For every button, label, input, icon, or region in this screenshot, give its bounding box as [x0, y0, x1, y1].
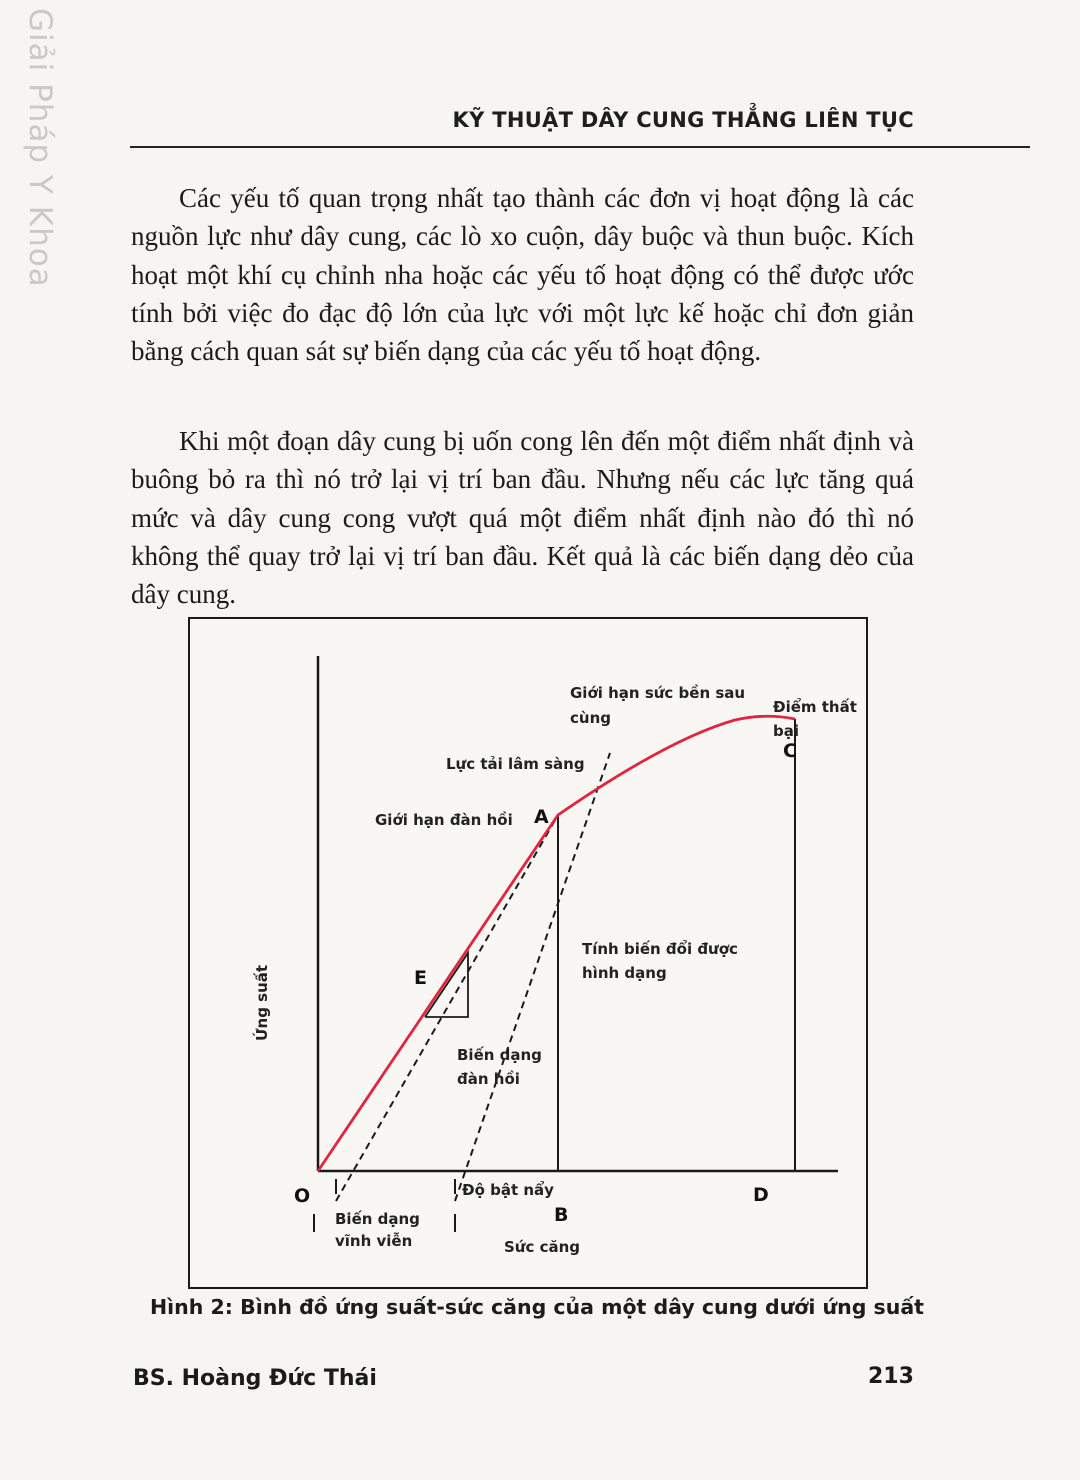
point-o: O [294, 1185, 311, 1207]
figure-caption: Hình 2: Bình đồ ứng suất-sức căng của một dây cung dưới ứng suất [150, 1295, 924, 1319]
y-axis-label: Ứng suất [253, 964, 271, 1041]
ultimate-strength-label: Giới hạn sức bền sau [570, 684, 746, 702]
elastic-limit-label: Giới hạn đàn hồi [375, 811, 513, 829]
x-axis-label: Sức căng [504, 1238, 581, 1256]
watermark: Giải Pháp Y Khoa [22, 8, 58, 288]
permanent-deformation-label-2: vĩnh viễn [335, 1232, 413, 1250]
permanent-deformation-label: Biến dạng [335, 1210, 420, 1228]
page-number: 213 [868, 1364, 914, 1389]
stress-strain-diagram [190, 619, 866, 1287]
point-a: A [534, 806, 549, 828]
running-head: KỸ THUẬT DÂY CUNG THẲNG LIÊN TỤC [452, 108, 914, 132]
clinical-load-label: Lực tải lâm sàng [446, 755, 585, 773]
header-rule [130, 146, 1030, 148]
elastic-deformation-label: Biến dạng [457, 1046, 542, 1064]
footer-author: BS. Hoàng Đức Thái [133, 1366, 377, 1391]
point-c: C [783, 740, 797, 762]
dashed-line-permanent [336, 815, 558, 1201]
point-d: D [753, 1184, 769, 1206]
failure-point-label-2: bại [773, 722, 800, 740]
paragraph-2 [131, 422, 914, 613]
stress-strain-figure [188, 617, 868, 1289]
springback-label: Độ bật nẩy [462, 1181, 554, 1199]
formability-label: Tính biến đổi được [582, 940, 738, 958]
paragraph-1-text: Các yếu tố quan trọng nhất tạo thành các đơn vị hoạt động là các nguồn lực như dây cung, các lò xo cuộn, dây buộc và thun buộc. Kích hoạt một khí cụ chỉnh nha hoặc các yếu tố hoạt động có thể được ước tính bởi việc đo đạc độ lớn của lực với một lực kế hoặc chỉ đơn giản bằng cách quan sát sự biến dạng của các yếu tố hoạt động. [131, 183, 914, 367]
point-b: B [554, 1204, 569, 1226]
paragraph-1 [131, 179, 914, 370]
formability-label-2: hình dạng [582, 964, 667, 982]
point-e: E [414, 967, 427, 989]
elastic-deformation-label-2: đàn hồi [457, 1070, 520, 1088]
failure-point-label: Điểm thất [773, 698, 857, 716]
ultimate-strength-label-2: cùng [570, 709, 611, 727]
paragraph-2-text: Khi một đoạn dây cung bị uốn cong lên đến một điểm nhất định và buông bỏ ra thì nó trở lại vị trí ban đầu. Nhưng nếu các lực tăng quá mức và dây cung cong vượt quá một điểm nhất định nào đó thì nó không thể quay trở lại vị trí ban đầu. Kết quả là các biến dạng dẻo của dây cung. [131, 426, 914, 610]
